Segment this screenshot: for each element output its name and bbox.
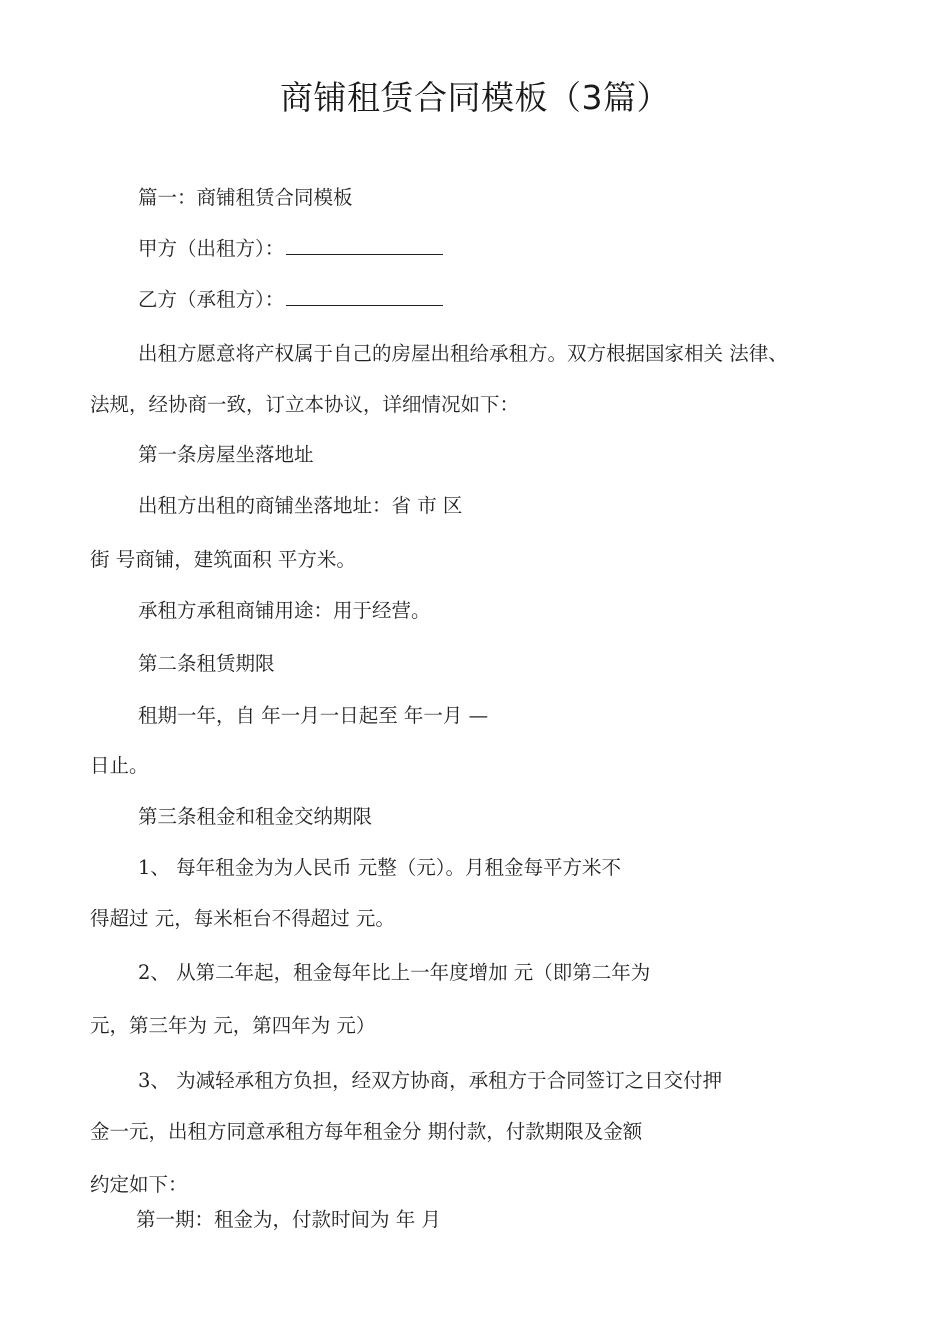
paragraph-line: 街 号商铺，建筑面积 平方米。 bbox=[90, 548, 356, 571]
paragraph-line: 金一元，出租方同意承租方每年租金分 期付款，付款期限及金额 bbox=[90, 1120, 643, 1143]
party-a-label: 甲方（出租方）： bbox=[138, 237, 285, 260]
article-heading: 第二条租赁期限 bbox=[138, 652, 275, 675]
list-item: 1、 每年租金为为人民币 元整（元）。月租金每平方米不 bbox=[138, 856, 622, 879]
paragraph-line: 租期一年，自 年一月一日起至 年一月 — bbox=[138, 704, 489, 727]
list-item: 3、 为减轻承租方负担，经双方协商，承租方于合同签订之日交付押 bbox=[138, 1069, 723, 1092]
paragraph-line: 日止。 bbox=[90, 754, 149, 777]
party-b-label: 乙方（承租方）： bbox=[138, 288, 285, 311]
party-b-line bbox=[138, 285, 443, 315]
paragraph-line: 约定如下： bbox=[90, 1173, 188, 1196]
paragraph-line: 元，第三年为 元，第四年为 元） bbox=[90, 1014, 376, 1037]
paragraph-line: 出租方愿意将产权属于自己的房屋出租给承租方。双方根据国家相关 法律、 bbox=[138, 342, 788, 365]
list-item: 2、 从第二年起，租金每年比上一年度增加 元（即第二年为 bbox=[138, 961, 651, 984]
document-title: 商铺租赁合同模板（3篇） bbox=[280, 78, 670, 117]
paragraph-line: 得超过 元，每米柜台不得超过 元。 bbox=[90, 907, 395, 930]
party-b-blank bbox=[286, 285, 443, 306]
article-heading: 第一条房屋坐落地址 bbox=[138, 443, 314, 466]
paragraph-line: 法规，经协商一致，订立本协议，详细情况如下： bbox=[90, 393, 520, 416]
paragraph-line: 承租方承租商铺用途：用于经营。 bbox=[138, 599, 431, 622]
paragraph-line: 出租方出租的商铺坐落地址：省 市 区 bbox=[138, 494, 463, 517]
section-heading: 篇一：商铺租赁合同模板 bbox=[138, 186, 353, 209]
party-a-line bbox=[138, 234, 443, 264]
article-heading: 第三条租金和租金交纳期限 bbox=[138, 805, 373, 828]
paragraph-line: 第一期：租金为，付款时间为 年 月 bbox=[136, 1208, 441, 1231]
party-a-blank bbox=[286, 234, 443, 255]
